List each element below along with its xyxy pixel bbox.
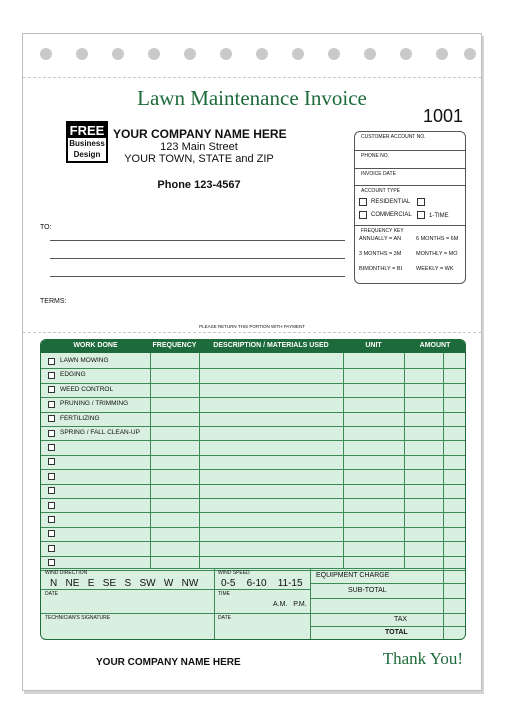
table-row-divider [41, 498, 465, 499]
header-description: DESCRIPTION / MATERIALS USED [213, 342, 329, 349]
punch-hole [464, 48, 476, 60]
work-row-label: EDGING [60, 371, 86, 379]
account-no-label: CUSTOMER ACCOUNT NO. [361, 134, 426, 140]
work-row-label: WEED CONTROL [60, 385, 114, 393]
one-time-checkbox[interactable] [417, 211, 425, 219]
punch-hole [292, 48, 304, 60]
work-row-checkbox[interactable] [48, 415, 55, 422]
phone-no-label: PHONE NO. [361, 153, 390, 159]
blank-checkbox[interactable] [417, 198, 425, 206]
work-row-checkbox[interactable] [48, 358, 55, 365]
row-divider [310, 598, 466, 599]
table-row-divider [41, 440, 465, 441]
work-row-checkbox[interactable] [48, 473, 55, 480]
col-divider [199, 353, 200, 568]
punch-hole [76, 48, 88, 60]
punch-hole [148, 48, 160, 60]
freq-monthly: MONTHLY = MO [416, 251, 458, 257]
freq-6-months: 6 MONTHS = 6M [416, 236, 459, 242]
residential-label: RESIDENTIAL [371, 199, 411, 205]
invoice-date-label: INVOICE DATE [361, 171, 396, 177]
am-pm[interactable]: A.M. P.M. [273, 601, 307, 608]
work-row-label: FERTILIZING [60, 414, 100, 422]
return-note: PLEASE RETURN THIS PORTION WITH PAYMENT [199, 324, 305, 329]
to-label: TO: [40, 224, 52, 231]
terms-label: TERMS: [40, 298, 67, 305]
company-logo [66, 121, 108, 163]
commercial-label: COMMERCIAL [371, 212, 412, 218]
row-divider [41, 589, 310, 590]
account-type-label: ACCOUNT TYPE [361, 188, 400, 194]
work-row-checkbox[interactable] [48, 401, 55, 408]
punch-hole [184, 48, 196, 60]
punch-hole [40, 48, 52, 60]
perforation-middle [23, 332, 481, 333]
thank-you: Thank You! [382, 649, 463, 668]
work-row-checkbox[interactable] [48, 530, 55, 537]
customer-info-box [354, 131, 466, 284]
work-table [40, 339, 466, 640]
work-row-label: PRUNING / TRIMMING [60, 400, 129, 408]
tax-label: TAX [394, 616, 408, 623]
footer-company-name: YOUR COMPANY NAME HERE [96, 657, 241, 668]
work-row-checkbox[interactable] [48, 458, 55, 465]
header-unit: UNIT [365, 342, 382, 349]
table-row-divider [41, 383, 465, 384]
date-label: DATE [45, 591, 58, 597]
account-type-section [355, 186, 465, 226]
row-divider [310, 626, 466, 627]
time-label: TIME [218, 591, 230, 597]
work-row-checkbox[interactable] [48, 516, 55, 523]
punch-hole [364, 48, 376, 60]
to-line[interactable] [50, 276, 345, 277]
punch-hole [328, 48, 340, 60]
work-row-label: LAWN MOWING [60, 357, 109, 364]
freq-weekly: WEEKLY = WK [416, 266, 454, 272]
table-row-divider [41, 368, 465, 369]
work-row-checkbox[interactable] [48, 487, 55, 494]
col-divider [404, 353, 405, 568]
invoice-number: 1001 [422, 106, 463, 126]
row-divider [310, 583, 466, 584]
one-time-label: 1-TIME [429, 213, 449, 219]
work-row-checkbox[interactable] [48, 559, 55, 566]
phone-no-field[interactable] [355, 151, 465, 169]
company-name: YOUR COMPANY NAME HERE [113, 127, 287, 141]
company-address-town: YOUR TOWN, STATE and ZIP [124, 153, 274, 165]
perforation-top [23, 77, 481, 78]
punch-hole [256, 48, 268, 60]
table-row-divider [41, 556, 465, 557]
punch-hole [400, 48, 412, 60]
commercial-checkbox[interactable] [359, 211, 367, 219]
subtotal-label: SUB-TOTAL [348, 587, 387, 594]
invoice-date-field[interactable] [355, 169, 465, 186]
equipment-charge-label: EQUIPMENT CHARGE [316, 572, 390, 579]
date2-label: DATE [218, 615, 231, 621]
col-divider [214, 568, 215, 640]
col-divider [310, 568, 311, 640]
wind-speeds[interactable]: 0-5 6-10 11-15 [221, 578, 303, 589]
col-divider [443, 353, 444, 640]
punch-hole [220, 48, 232, 60]
table-header [41, 340, 465, 353]
freq-3-months: 3 MONTHS = 3M [359, 251, 402, 257]
table-row-divider [41, 412, 465, 413]
bottom-divider [41, 568, 465, 569]
work-row-checkbox[interactable] [48, 430, 55, 437]
invoice-page [22, 33, 482, 691]
frequency-key-label: FREQUENCY KEY [361, 228, 404, 234]
table-row-divider [41, 512, 465, 513]
work-row-checkbox[interactable] [48, 372, 55, 379]
account-no-field[interactable] [355, 132, 465, 151]
work-row-checkbox[interactable] [48, 386, 55, 393]
residential-checkbox[interactable] [359, 198, 367, 206]
to-line[interactable] [50, 258, 345, 259]
header-amount: AMOUNT [419, 342, 451, 349]
work-row-checkbox[interactable] [48, 545, 55, 552]
header-work-done: WORK DONE [73, 342, 118, 349]
invoice-title: Lawn Maintenance Invoice [137, 86, 367, 110]
row-divider [41, 613, 310, 614]
total-label: TOTAL [385, 629, 408, 636]
wind-speed-label: WIND SPEED [218, 570, 250, 576]
header-frequency: FREQUENCY [152, 342, 197, 349]
table-row-divider [41, 469, 465, 470]
wind-directions[interactable]: N NE E SE S SW W NW [50, 578, 199, 589]
tech-signature-label: TECHNICIAN'S SIGNATURE [45, 615, 111, 621]
logo-design: Design [73, 150, 101, 159]
wind-direction-label: WIND DIRECTION [45, 570, 88, 576]
table-row-divider [41, 397, 465, 398]
to-line[interactable] [50, 240, 345, 241]
work-row-label: SPRING / FALL CLEAN-UP [60, 429, 140, 436]
col-divider [343, 353, 344, 568]
row-divider [310, 613, 466, 614]
company-address-street: 123 Main Street [160, 141, 238, 153]
work-row-checkbox[interactable] [48, 502, 55, 509]
table-row-divider [41, 570, 465, 571]
freq-bimonthly: BIMONTHLY = BI [359, 266, 403, 272]
col-divider [150, 353, 151, 568]
frequency-key-section [355, 226, 465, 282]
table-row-divider [41, 541, 465, 542]
table-row-divider [41, 527, 465, 528]
company-phone: Phone 123-4567 [157, 179, 241, 191]
table-row-divider [41, 484, 465, 485]
logo-business: Business [69, 139, 105, 148]
punch-hole [436, 48, 448, 60]
table-row-divider [41, 455, 465, 456]
freq-annually: ANNUALLY = AN [359, 236, 402, 242]
work-row-checkbox[interactable] [48, 444, 55, 451]
logo-free: FREE [69, 123, 105, 138]
punch-hole [112, 48, 124, 60]
table-row-divider [41, 426, 465, 427]
